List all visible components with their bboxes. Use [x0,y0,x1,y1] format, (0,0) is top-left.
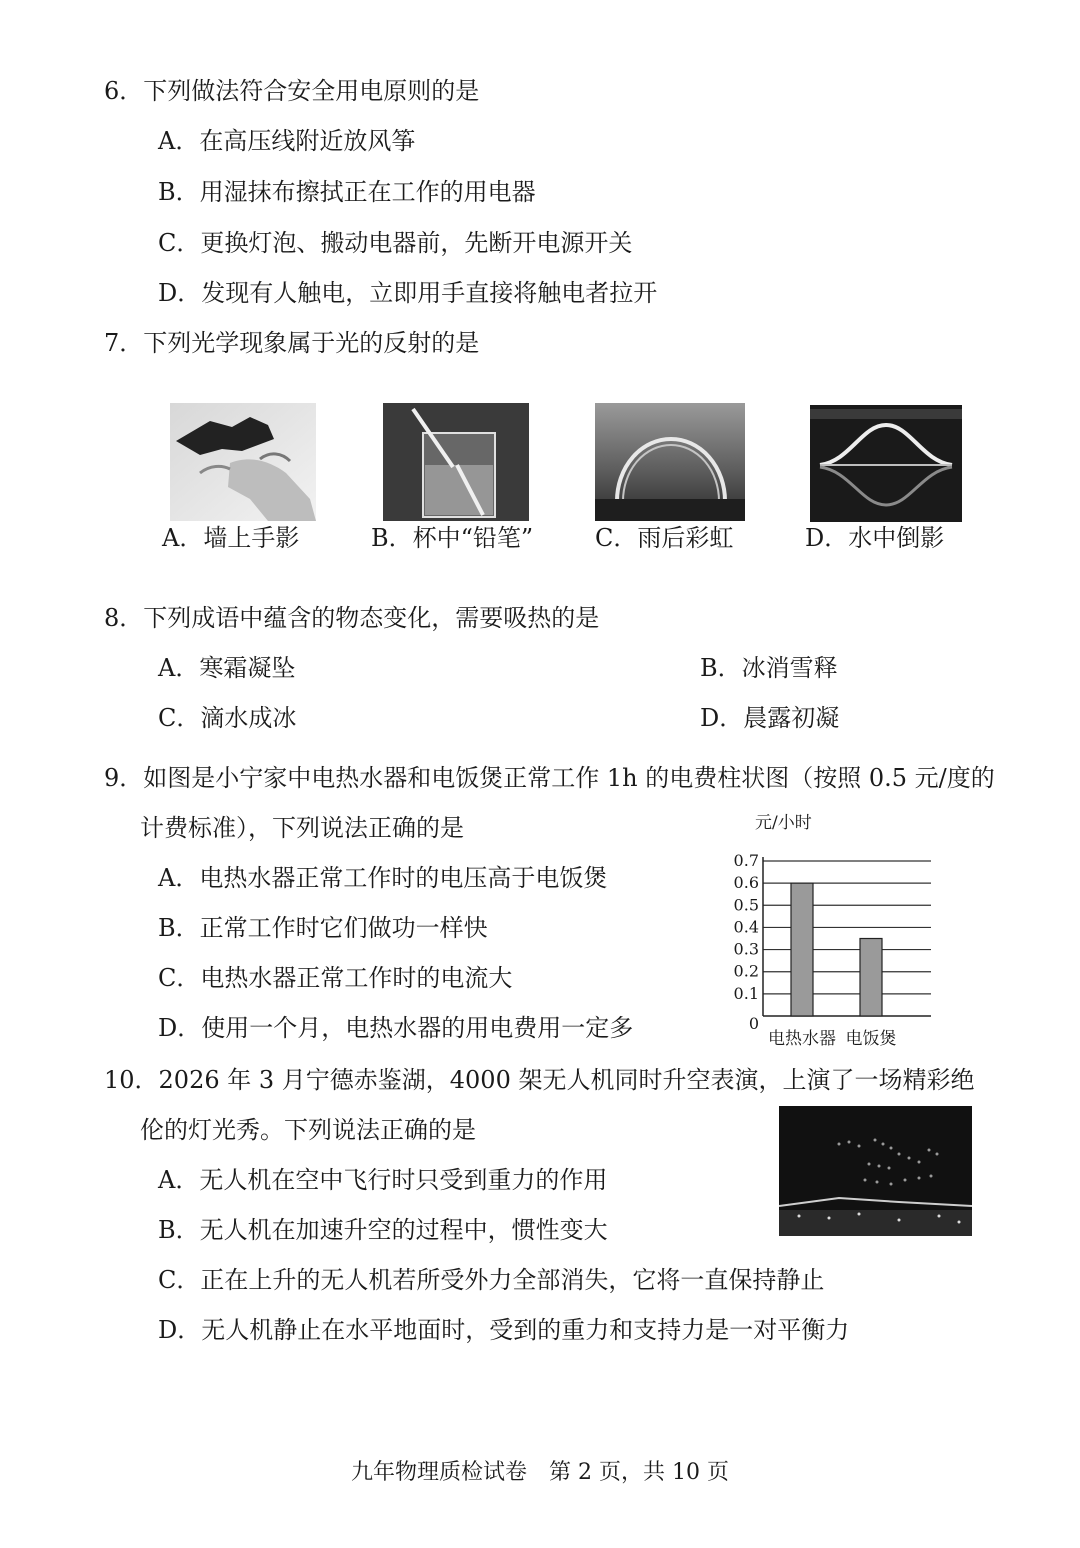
chart-x-category-label: 电饭煲 [845,1029,897,1049]
q8-stem: 8．下列成语中蕴含的物态变化，需要吸热的是 [104,604,600,632]
q7-stem: 7．下列光学现象属于光的反射的是 [104,329,480,357]
chart-y-tick-label: 0.1 [733,983,759,1003]
chart-y-tick-label: 0 [748,1014,759,1033]
q10-option-c: C．正在上升的无人机若所受外力全部消失，它将一直保持静止 [158,1266,825,1294]
rainbow-photo [595,403,745,521]
q6-option-b: B．用湿抹布擦拭正在工作的用电器 [158,178,536,206]
pencil-in-cup-photo [383,403,529,521]
chart-x-category-label: 电热水器 [768,1029,836,1049]
q10-stem-line1: 10．2026 年 3 月宁德赤鉴湖，4000 架无人机同时升空表演，上演了一场精彩绝 [104,1066,975,1094]
chart-y-tick-label: 0.3 [733,939,759,959]
q10-stem-line2: 伦的灯光秀。下列说法正确的是 [140,1116,476,1144]
q7-caption-a: A．墙上手影 [162,524,300,552]
q9-option-c: C．电热水器正常工作时的电流大 [158,964,513,992]
q8-option-b: B．冰消雪释 [700,654,838,682]
q10-option-a: A．无人机在空中飞行时只受到重力的作用 [158,1166,608,1194]
drone-show-photo [779,1106,972,1236]
q8-option-d: D．晨露初凝 [700,704,840,732]
q7-caption-d: D．水中倒影 [805,524,945,552]
q7-caption-b: B．杯中“铅笔” [371,524,534,552]
q7-caption-c: C．雨后彩虹 [595,524,734,552]
q8-option-a: A．寒霜凝坠 [158,654,296,682]
electricity-cost-bar-chart [725,808,955,1053]
q8-option-c: C．滴水成冰 [158,704,297,732]
chart-y-tick-label: 0.6 [733,873,759,893]
q9-option-d: D．使用一个月，电热水器的用电费用一定多 [158,1014,634,1042]
page-footer: 九年物理质检试卷 第 2 页，共 10 页 [351,1460,729,1485]
q10-option-b: B．无人机在加速升空的过程中，惯性变大 [158,1216,608,1244]
chart-bar [860,939,882,1017]
q6-option-d: D．发现有人触电，立即用手直接将触电者拉开 [158,279,658,307]
water-reflection-photo [810,405,962,522]
chart-y-tick-label: 0.2 [733,961,759,981]
q9-stem-line1: 9．如图是小宁家中电热水器和电饭煲正常工作 1h 的电费柱状图（按照 0.5 元/度的 [104,764,995,792]
q10-option-d: D．无人机静止在水平地面时，受到的重力和支持力是一对平衡力 [158,1316,850,1344]
chart-y-tick-label: 0.4 [733,917,759,937]
q9-stem-line2: 计费标准），下列说法正确的是 [140,814,464,842]
q9-option-b: B．正常工作时它们做功一样快 [158,914,488,942]
q9-option-a: A．电热水器正常工作时的电压高于电饭煲 [158,864,608,892]
chart-bar [791,883,813,1016]
q6-option-a: A．在高压线附近放风筝 [158,127,416,155]
chart-y-axis-label: 元/小时 [755,813,812,833]
chart-y-tick-label: 0.5 [733,895,759,915]
chart-y-tick-label: 0.7 [733,851,759,870]
q6-option-c: C．更换灯泡、搬动电器前，先断开电源开关 [158,229,633,257]
hand-shadow-photo [170,403,316,521]
q6-stem: 6．下列做法符合安全用电原则的是 [104,77,480,105]
